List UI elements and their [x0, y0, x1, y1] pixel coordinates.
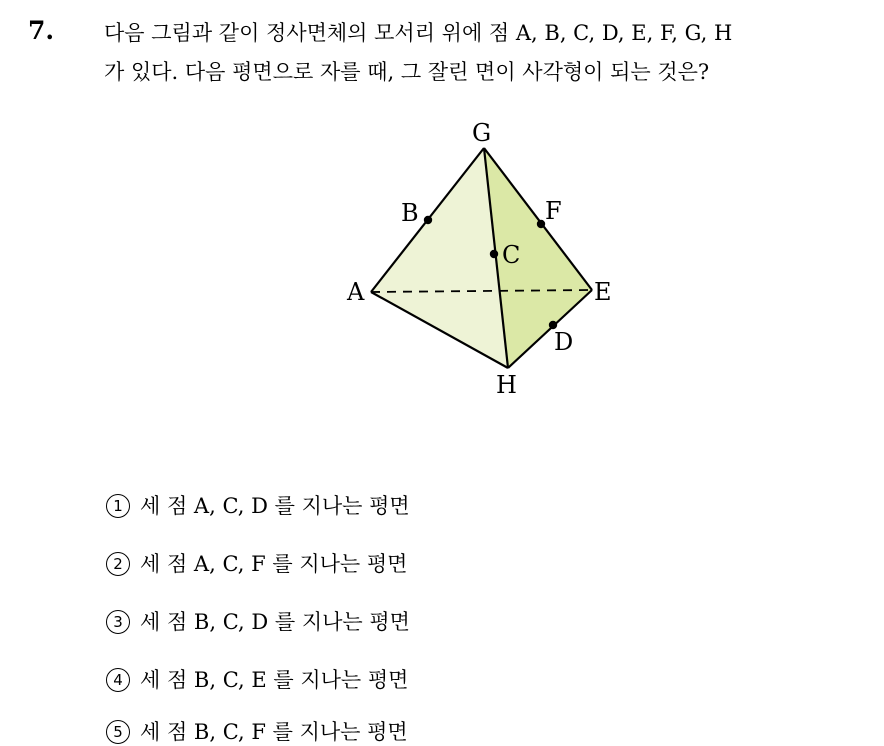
answer-choice-3[interactable] — [106, 606, 410, 636]
answer-choice-5[interactable] — [106, 716, 408, 746]
choice-text: 세 점 B, C, F 를 지나는 평면 — [140, 720, 408, 744]
label-c: C — [502, 241, 521, 269]
point-b — [424, 216, 432, 224]
question-text-line-2: 가 있다. 다음 평면으로 자를 때, 그 잘린 면이 사각형이 되는 것은? — [104, 60, 710, 84]
label-e: E — [594, 278, 612, 306]
choice-marker: 1 — [106, 494, 130, 518]
choice-marker: 4 — [106, 668, 130, 692]
label-d: D — [554, 328, 574, 356]
label-a: A — [347, 278, 365, 306]
choice-marker: 3 — [106, 610, 130, 634]
answer-choice-4[interactable] — [106, 664, 408, 694]
label-f: F — [545, 197, 562, 225]
choice-text: 세 점 A, C, F 를 지나는 평면 — [140, 552, 408, 576]
answer-choice-2[interactable] — [106, 548, 407, 578]
choice-text: 세 점 A, C, D 를 지나는 평면 — [140, 494, 410, 518]
point-c — [490, 250, 498, 258]
label-g: G — [472, 119, 492, 147]
choice-text: 세 점 B, C, E 를 지나는 평면 — [140, 668, 409, 692]
label-b: B — [401, 199, 419, 227]
question-text-line-1: 다음 그림과 같이 정사면체의 모서리 위에 점 A, B, C, D, E, F, G, H — [104, 21, 733, 45]
point-f — [537, 220, 545, 228]
label-h: H — [496, 371, 517, 399]
answer-choice-1[interactable] — [106, 490, 410, 520]
choice-text: 세 점 B, C, D 를 지나는 평면 — [140, 610, 410, 634]
question-number: 7. — [28, 16, 55, 45]
choice-marker: 2 — [106, 552, 130, 576]
choice-marker: 5 — [106, 720, 130, 744]
